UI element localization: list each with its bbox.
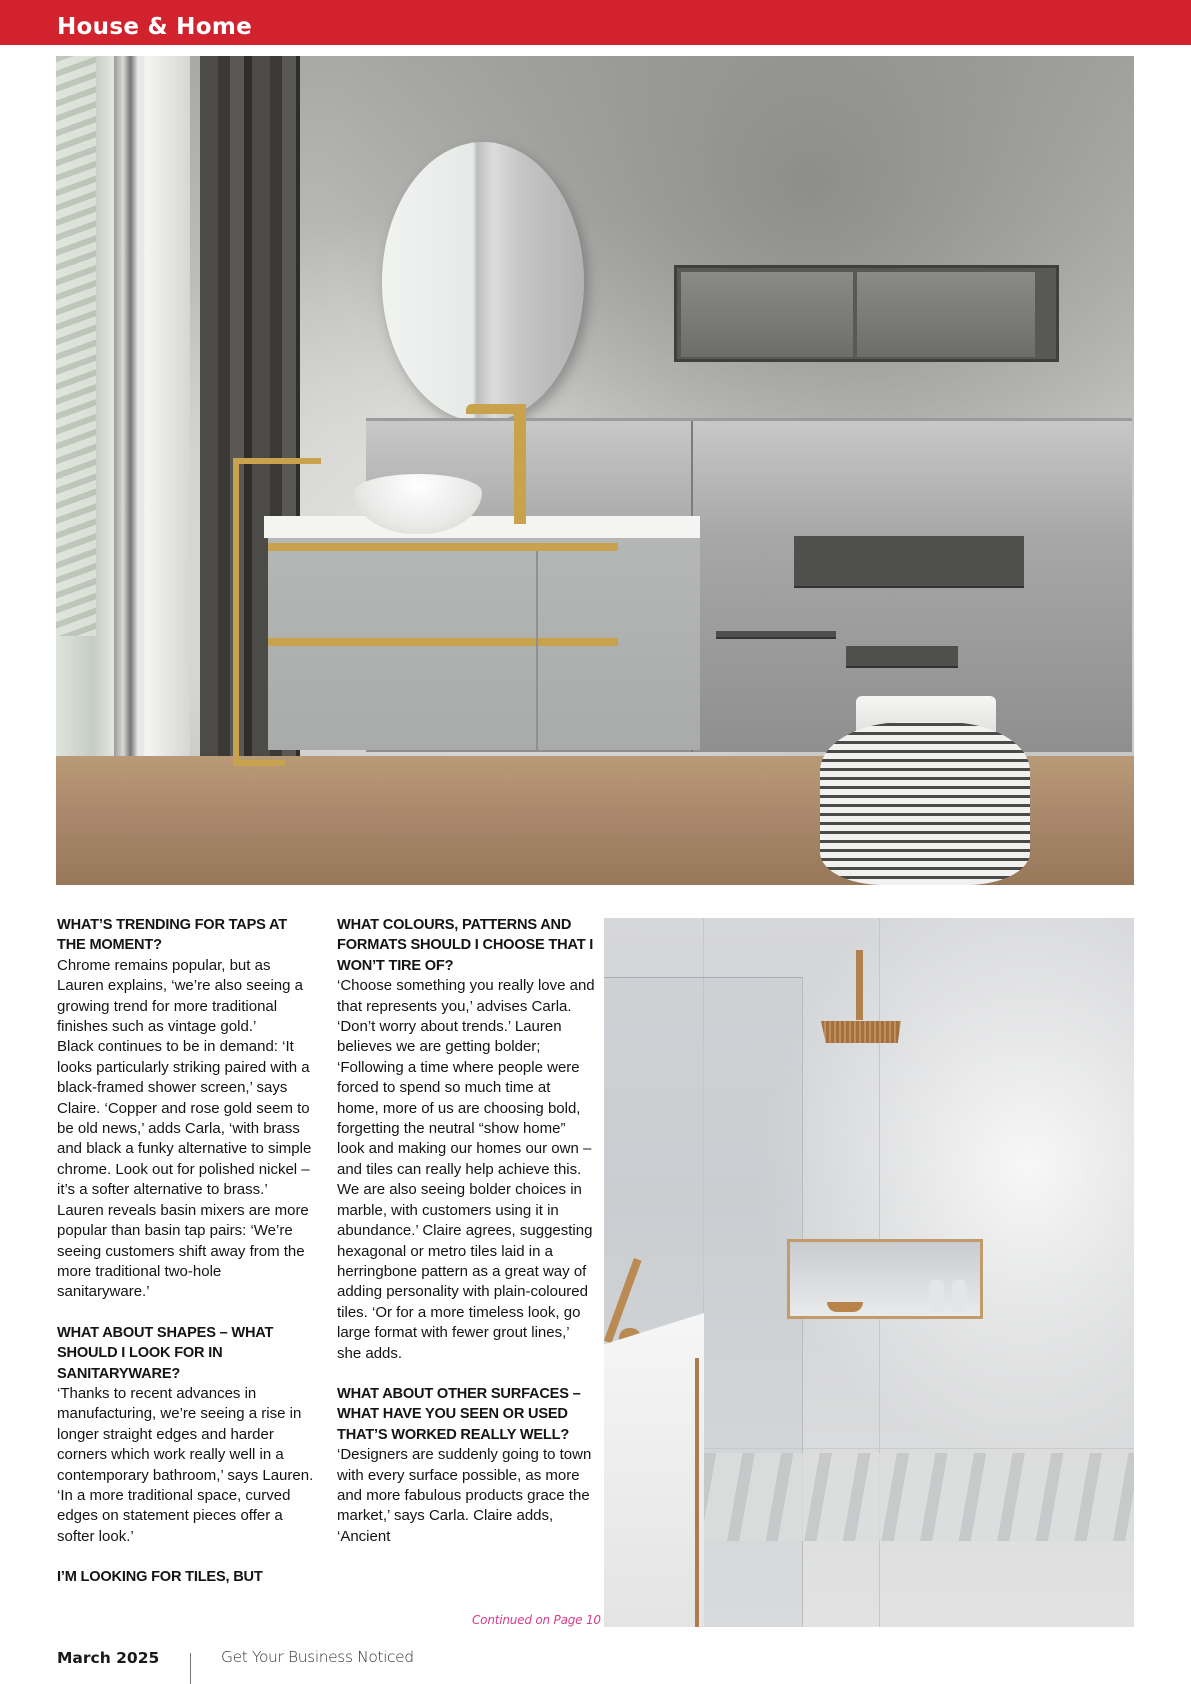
section-header-bar	[0, 0, 1191, 45]
photo-cabinet-pane	[681, 272, 853, 357]
photo-gold-tap	[514, 404, 526, 524]
photo-gold-trim	[268, 638, 618, 646]
section-title: House & Home	[57, 14, 253, 40]
photo-vanity-countertop	[264, 516, 700, 538]
section-heading: WHAT ABOUT SHAPES – WHAT SHOULD I LOOK FOR IN SANITARYWARE?	[57, 1324, 274, 1382]
article-paragraph: Black continues to be in demand: ‘It looks particularly striking paired with a black-framed shower screen,’ says Claire. ‘Copper and rose gold seem to be old news,’ adds Carla, ‘with brass and black a funky alternative to simple chrome. Look out for polished nickel – it’s a softer alternative to brass.’ Lauren reveals basin mixers are more popular than basin tap pairs: ‘We’re seeing customers shift away from the more traditional two-hole sanitaryware.’	[57, 1038, 312, 1301]
photo-cabinet-pane	[857, 272, 1035, 357]
section-heading: WHAT ABOUT OTHER SURFACES – WHAT HAVE YOU SEEN OR USED THAT’S WORKED REALLY WELL?	[337, 1385, 581, 1443]
photo-window-trees	[56, 56, 96, 636]
shower-photo	[604, 918, 1134, 1627]
article-column-2	[337, 915, 595, 1547]
footer-tagline: Get Your Business Noticed	[221, 1648, 414, 1666]
photo-round-mirror	[382, 142, 584, 422]
hero-bathroom-photo	[56, 56, 1134, 885]
photo-bottle	[930, 1280, 944, 1312]
article-paragraph: ‘Designers are suddenly going to town with every surface possible, as more and more fabulous products grace the market,’ says Carla. Claire adds, ‘Ancient	[337, 1446, 592, 1545]
photo-shelf	[846, 646, 958, 668]
photo-gold-trim	[268, 543, 618, 551]
photo-rain-shower-head	[821, 1021, 901, 1043]
issue-date: March 2025	[57, 1649, 160, 1667]
photo-shower-niche	[787, 1239, 983, 1319]
section-heading: I’M LOOKING FOR TILES, BUT	[57, 1569, 263, 1586]
photo-bottle	[952, 1280, 966, 1312]
article-column-1	[57, 915, 315, 1588]
photo-copper-bowl	[827, 1302, 863, 1312]
article-paragraph: ‘Choose something you really love and that represents you,’ advises Carla. ‘Don’t worry about trends.’ Lauren believes we are getting bolder; ‘Following a time where people were forced to spend so much time at home, more of us are choosing bold, forgetting the neutral “show home” look and making our homes our own – and tiles can really help achieve this. We are also seeing bolder choices in marble, with customers using it in abundance.’ Claire agrees, suggesting hexagonal or metro tiles laid in a herringbone pattern as a great way of adding personality with plain-coloured tiles. ‘Or for a more timeless look, go large format with fewer grout lines,’ she adds.	[337, 977, 595, 1362]
photo-shower-arm	[856, 950, 863, 1020]
paragraph-gap	[337, 1364, 595, 1384]
photo-wall-cabinet	[674, 265, 1059, 362]
photo-white-vanity	[604, 1313, 704, 1627]
photo-shelf-box	[794, 536, 1024, 588]
paragraph-gap	[57, 1303, 315, 1323]
footer-divider	[190, 1653, 191, 1684]
section-heading: WHAT’S TRENDING FOR TAPS AT THE MOMENT?	[57, 917, 287, 954]
photo-grey-vanity	[268, 521, 700, 750]
photo-floor-slats	[704, 1453, 1134, 1541]
article-paragraph: ‘Thanks to recent advances in manufacturing, we’re seeing a rise in longer straight edges and harder corners which work really well in a contemporary bathroom,’ says Lauren. ‘In a more traditional space, curved edges on statement pieces offer a softer look.’	[57, 1384, 314, 1545]
photo-chevron-pouf	[820, 722, 1030, 885]
paragraph-gap	[57, 1547, 315, 1567]
article-paragraph: Chrome remains popular, but as Lauren explains, ‘we’re also seeing a growing trend for more traditional finishes such as vintage gold.’	[57, 956, 303, 1036]
section-heading: WHAT COLOURS, PATTERNS AND FORMATS SHOULD I CHOOSE THAT I WON’T TIRE OF?	[337, 917, 594, 974]
photo-drawer-split	[536, 551, 538, 750]
photo-shelf	[716, 631, 836, 639]
photo-gold-towel-rack-bar	[233, 458, 321, 464]
continued-on-page-link[interactable]: Continued on Page 10	[472, 1613, 601, 1627]
photo-vanity-leg	[695, 1358, 699, 1627]
